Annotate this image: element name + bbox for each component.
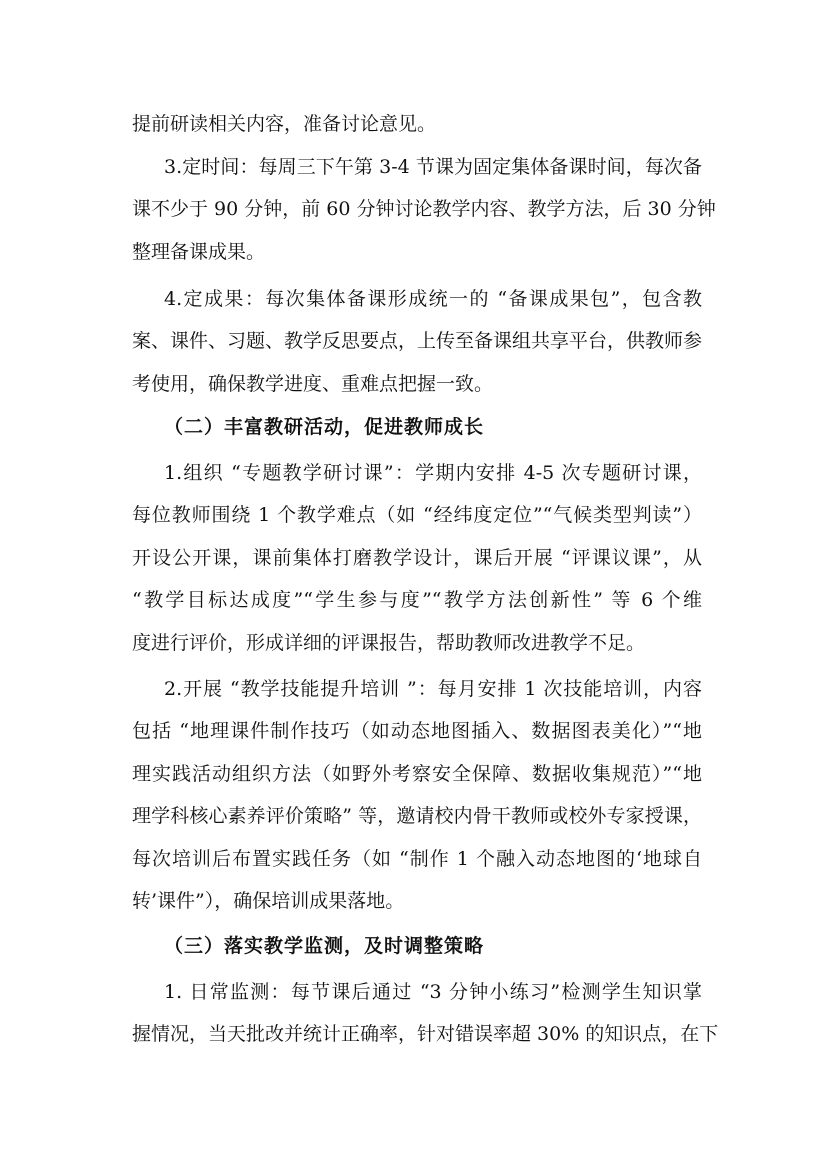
- paragraph-line: 案、课件、习题、教学反思要点，上传至备课组共享平台，供教师参: [132, 330, 703, 352]
- section-heading: （二）丰富教研活动，促进教师成长: [164, 416, 485, 438]
- paragraph-line: 握情况，当天批改并统计正确率，针对错误率超 30% 的知识点，在下: [132, 1023, 719, 1045]
- paragraph-line: 3.定时间：每周三下午第 3-4 节课为固定集体备课时间，每次备: [164, 156, 702, 178]
- paragraph-line: 理学科核心素养评价策略” 等，邀请校内骨干教师或校外专家授课，: [132, 805, 702, 827]
- paragraph-line: 开设公开课，课前集体打磨教学设计，课后开展 “评课议课”，从: [132, 547, 702, 569]
- paragraph-line: 1. 日常监测：每节课后通过 “3 分钟小练习”检测学生知识掌: [164, 981, 702, 1003]
- paragraph-line: 度进行评价，形成详细的评课报告，帮助教师改进教学不足。: [132, 632, 646, 654]
- paragraph-line: 每位教师围绕 1 个教学难点（如 “经纬度定位”“气候类型判读”）: [132, 504, 702, 526]
- paragraph-line: 每次培训后布置实践任务（如 “制作 1 个融入动态地图的‘地球自: [132, 848, 702, 870]
- paragraph-line: 4.定成果：每次集体备课形成统一的 “备课成果包”，包含教: [164, 288, 702, 310]
- paragraph-line: 转’课件”），确保培训成果落地。: [132, 890, 405, 912]
- paragraph-line: 提前研读相关内容，准备讨论意见。: [132, 113, 437, 135]
- paragraph-line: 整理备课成果。: [132, 241, 266, 263]
- paragraph-line: 1.组织 “专题教学研讨课”：学期内安排 4-5 次专题研讨课，: [164, 462, 702, 484]
- section-heading: （三）落实教学监测，及时调整策略: [164, 935, 485, 957]
- paragraph-line: 包括 “地理课件制作技巧（如动态地图插入、数据图表美化）”“地: [132, 720, 702, 742]
- paragraph-line: 理实践活动组织方法（如野外考察安全保障、数据收集规范）”“地: [132, 763, 702, 785]
- paragraph-line: 考使用，确保教学进度、重难点把握一致。: [132, 373, 494, 395]
- paragraph-line: “教学目标达成度”“学生参与度”“教学方法创新性” 等 6 个维: [132, 589, 702, 611]
- paragraph-line: 课不少于 90 分钟，前 60 分钟讨论教学内容、教学方法，后 30 分钟: [132, 198, 716, 220]
- paragraph-line: 2.开展 “教学技能提升培训 ”：每月安排 1 次技能培训，内容: [164, 678, 702, 700]
